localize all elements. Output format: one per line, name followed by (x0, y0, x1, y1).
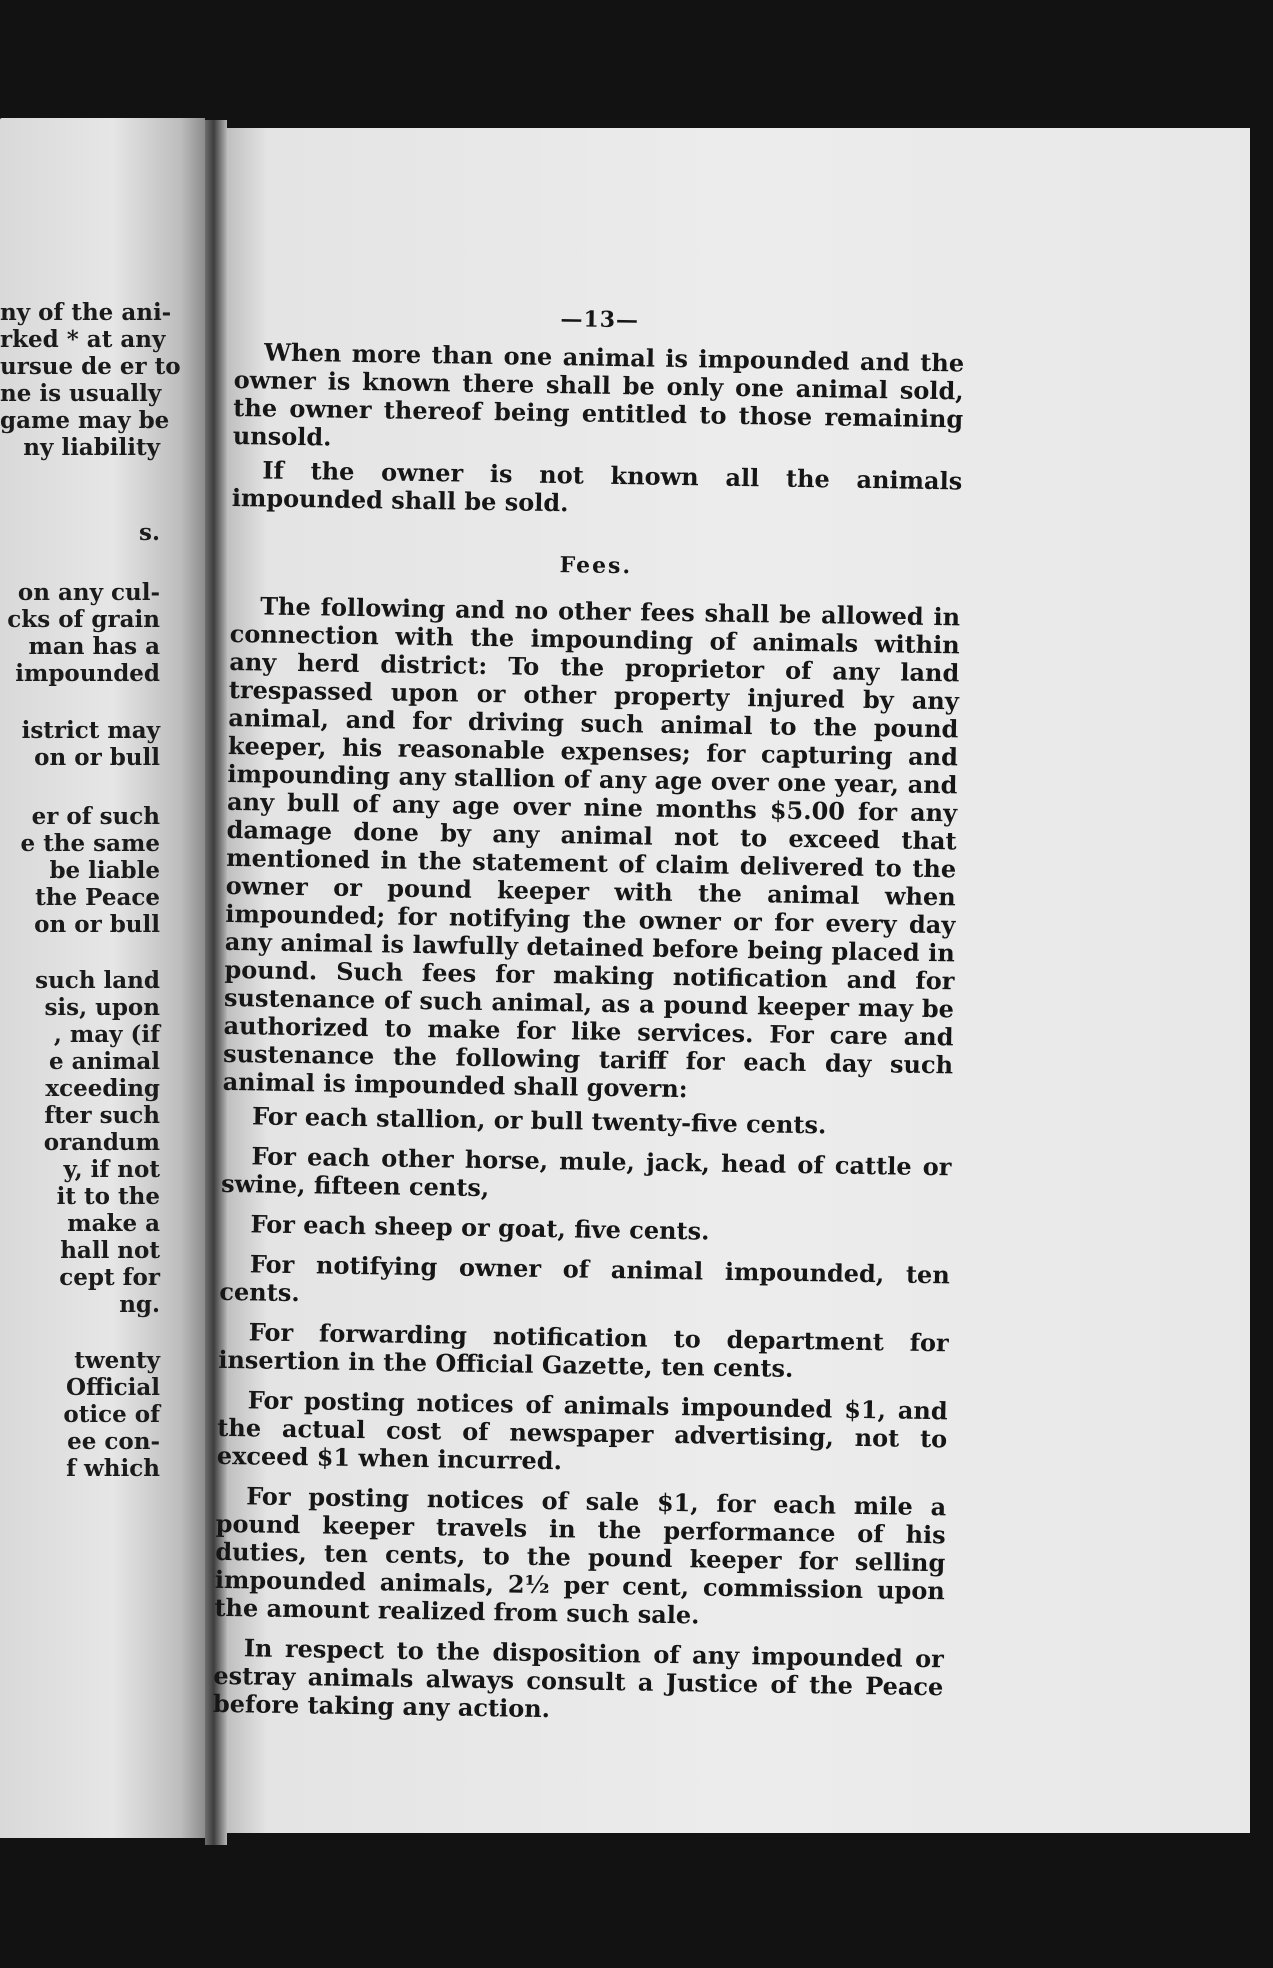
left-page-line: ursue de er to (0, 353, 181, 380)
fee-item: For posting notices of animals impounded $1, and the actual cost of newspaper advertising, not to exceed $1 when incurred. (216, 1385, 948, 1476)
fee-item: For posting notices of sale $1, for each mile a pound keeper travels in the performance of his duties, ten cents, to the pound keeper for selling impounded animals, 2½ per cent, commission upon the amount realized from such sale. (214, 1481, 947, 1630)
left-page-line: , may (if (53, 1021, 160, 1048)
paragraph-closing: In respect to the disposition of any impounded or estray animals always consult a Justice of the Peace before taking any action. (212, 1633, 944, 1724)
left-page-line: impounded (15, 660, 160, 687)
left-page-line: sis, upon (44, 994, 160, 1021)
left-page-line: ny of the ani- (0, 299, 172, 326)
fee-item: For notifying owner of animal impounded, ten cents. (219, 1249, 951, 1308)
left-page-line: istrict may (21, 717, 160, 744)
paragraph-fees-main: The following and no other fees shall be allowed in connection with the impounding of animals within any herd district: To the proprietor of any land trespassed upon or other property injured by any animal, and for driving such animal to the pound keeper, his reasonable expenses; for capturing and impounding any stallion of any age over one year, and any bull of any age over nine months $5.00 for any damage done by any animal not to exceed that mentioned in the statement of claim delivered to the owner or pound keeper with the animal when impounded; for notifying the owner or for every day any animal is lawfully detained before being placed in pound. Such fees for making notification and for sustenance of such animal, as a pound keeper may be authorized to make for like services. For care and sustenance the following tariff for each day such animal is impounded shall govern: (222, 591, 961, 1104)
page-number: —13— (560, 306, 640, 334)
left-page-line: on any cul- (17, 579, 160, 606)
fee-item: For each other horse, mule, jack, head of cattle or swine, fifteen cents, (220, 1141, 952, 1203)
left-page-line: on or bull (34, 911, 160, 938)
left-page-line: such land (35, 967, 160, 994)
left-page-line: hall not (60, 1237, 160, 1264)
left-page-line: e animal (49, 1048, 160, 1075)
left-page-line: ny liability (23, 434, 160, 461)
left-page-line: xceeding (45, 1075, 160, 1102)
left-page-line: make a (67, 1210, 160, 1237)
left-page-line: s. (139, 519, 160, 546)
left-page-line: ee con- (67, 1428, 160, 1455)
left-page-line: twenty (74, 1347, 160, 1374)
left-page-line: y, if not (63, 1156, 160, 1183)
fee-item: For forwarding notification to department for insertion in the Official Gazette, ten cents. (218, 1317, 949, 1383)
left-page-line: it to the (56, 1183, 160, 1210)
left-page-line: Official (65, 1374, 160, 1401)
left-page-line: on or bull (34, 744, 160, 771)
left-page-line: fter such (44, 1102, 160, 1129)
left-page-line: er of such (31, 803, 160, 830)
left-page-line: e the same (20, 830, 160, 857)
left-page-line: f which (66, 1455, 160, 1482)
left-page-line: ng. (119, 1291, 160, 1318)
left-page-line: orandum (43, 1129, 160, 1156)
left-page-line: rked * at any (0, 326, 166, 353)
left-page-line: ne is usually (0, 380, 162, 407)
page-content (213, 300, 965, 1741)
paragraph-intro-2: If the owner is not known all the animals impounded shall be sold. (231, 455, 963, 518)
left-page-line: game may be (0, 407, 170, 434)
left-page-line: be liable (49, 857, 160, 884)
fee-item: For each stallion, or bull twenty-five cents. (251, 1101, 827, 1140)
left-page-line: the Peace (35, 884, 160, 911)
left-page-line: cks of grain (7, 606, 160, 633)
fee-item: For each sheep or goat, five cents. (250, 1209, 710, 1246)
section-heading: Fees. (559, 552, 633, 580)
paragraph-intro-1: When more than one animal is impounded and the owner is known there shall be only one animal sold, the owner thereof being entitled to those remaining unsold. (232, 337, 965, 452)
left-page-line: cept for (59, 1264, 160, 1291)
left-page-line: man has a (28, 633, 160, 660)
left-page-line: otice of (63, 1401, 160, 1428)
